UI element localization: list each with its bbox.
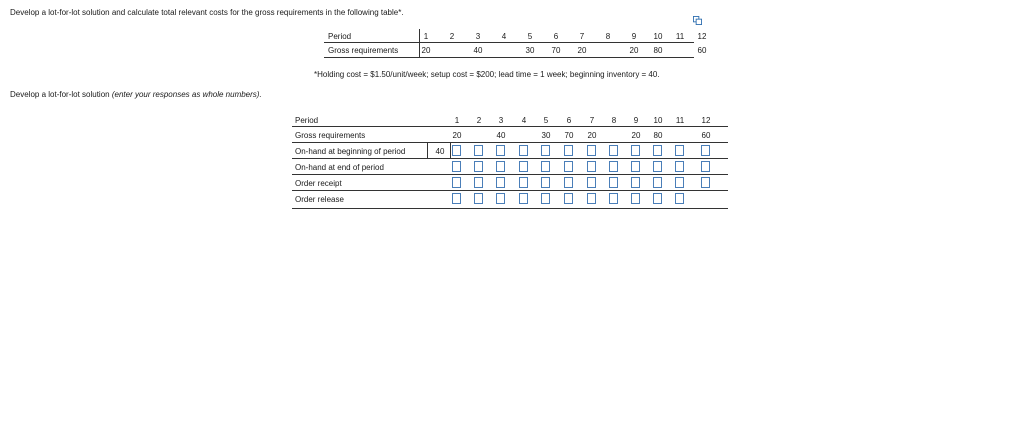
response-period-2: 2 <box>476 116 482 125</box>
order-release-input-7[interactable] <box>587 193 596 204</box>
response-period-8: 8 <box>611 116 617 125</box>
response-gross-10: 80 <box>653 131 663 140</box>
on-hand-end-input-3[interactable] <box>496 161 505 172</box>
on-hand-end-input-11[interactable] <box>675 161 684 172</box>
on-hand-end-row <box>292 159 728 175</box>
instruction-prefix: Develop a lot-for-lot solution <box>10 90 112 99</box>
response-gross-9: 20 <box>631 131 641 140</box>
on-hand-begin-input-8[interactable] <box>609 145 618 156</box>
order-receipt-input-8[interactable] <box>609 177 618 188</box>
given-period-3: 3 <box>475 32 481 41</box>
order-receipt-input-9[interactable] <box>631 177 640 188</box>
response-gross-7: 20 <box>587 131 597 140</box>
lot-for-lot-table <box>292 112 728 209</box>
response-period-1: 1 <box>454 116 460 125</box>
on-hand-begin-input-2[interactable] <box>474 145 483 156</box>
given-period-8: 8 <box>605 32 611 41</box>
given-gross-6: 70 <box>551 46 561 55</box>
given-gross-3: 40 <box>473 46 483 55</box>
response-gross-1: 20 <box>452 131 462 140</box>
on-hand-end-input-4[interactable] <box>519 161 528 172</box>
order-release-input-3[interactable] <box>496 193 505 204</box>
response-gross-label: Gross requirements <box>295 131 366 140</box>
response-period-5: 5 <box>543 116 549 125</box>
on-hand-end-input-7[interactable] <box>587 161 596 172</box>
given-period-10: 10 <box>653 32 663 41</box>
order-release-row <box>292 191 728 209</box>
order-release-input-1[interactable] <box>452 193 461 204</box>
on-hand-begin-input-7[interactable] <box>587 145 596 156</box>
on-hand-end-input-1[interactable] <box>452 161 461 172</box>
on-hand-begin-input-9[interactable] <box>631 145 640 156</box>
order-receipt-input-12[interactable] <box>701 177 710 188</box>
instruction-italic: (enter your responses as whole numbers). <box>111 90 262 99</box>
response-period-3: 3 <box>498 116 504 125</box>
order-receipt-input-6[interactable] <box>564 177 573 188</box>
given-gross-5: 30 <box>525 46 535 55</box>
order-receipt-input-11[interactable] <box>675 177 684 188</box>
copy-icon[interactable] <box>693 16 702 25</box>
on-hand-begin-input-12[interactable] <box>701 145 710 156</box>
given-requirements-table <box>324 29 707 58</box>
given-period-5: 5 <box>527 32 533 41</box>
on-hand-end-input-9[interactable] <box>631 161 640 172</box>
on-hand-begin-input-5[interactable] <box>541 145 550 156</box>
response-period-12: 12 <box>701 116 711 125</box>
order-receipt-input-3[interactable] <box>496 177 505 188</box>
on-hand-end-input-10[interactable] <box>653 161 662 172</box>
on-hand-end-input-2[interactable] <box>474 161 483 172</box>
on-hand-begin-input-6[interactable] <box>564 145 573 156</box>
cost-note: *Holding cost = $1.50/unit/week; setup cost = $200; lead time = 1 week; beginning inventory = 40. <box>314 70 660 79</box>
on-hand-begin-input-1[interactable] <box>452 145 461 156</box>
given-period-9: 9 <box>631 32 637 41</box>
given-gross-row <box>324 43 707 58</box>
order-release-input-4[interactable] <box>519 193 528 204</box>
order-receipt-input-7[interactable] <box>587 177 596 188</box>
order-receipt-row <box>292 175 728 191</box>
order-release-input-2[interactable] <box>474 193 483 204</box>
response-gross-5: 30 <box>541 131 551 140</box>
order-release-label: Order release <box>295 195 344 204</box>
on-hand-end-label: On-hand at end of period <box>295 163 384 172</box>
response-period-7: 7 <box>589 116 595 125</box>
on-hand-end-input-5[interactable] <box>541 161 550 172</box>
given-gross-7: 20 <box>577 46 587 55</box>
question-text: Develop a lot-for-lot solution and calculate total relevant costs for the gross requirements in the following table*. <box>10 8 404 17</box>
order-receipt-input-4[interactable] <box>519 177 528 188</box>
order-receipt-input-2[interactable] <box>474 177 483 188</box>
on-hand-end-input-8[interactable] <box>609 161 618 172</box>
beginning-inventory-value: 40 <box>435 147 445 156</box>
on-hand-end-input-6[interactable] <box>564 161 573 172</box>
order-release-input-6[interactable] <box>564 193 573 204</box>
order-receipt-label: Order receipt <box>295 179 342 188</box>
on-hand-begin-row <box>292 143 728 159</box>
order-release-input-8[interactable] <box>609 193 618 204</box>
response-gross-12: 60 <box>701 131 711 140</box>
order-release-input-5[interactable] <box>541 193 550 204</box>
given-period-2: 2 <box>449 32 455 41</box>
response-period-11: 11 <box>675 116 685 125</box>
given-period-1: 1 <box>423 32 429 41</box>
given-gross-label: Gross requirements <box>328 46 399 55</box>
order-release-input-9[interactable] <box>631 193 640 204</box>
response-period-label: Period <box>295 116 319 125</box>
given-period-6: 6 <box>553 32 559 41</box>
given-gross-10: 80 <box>653 46 663 55</box>
response-gross-3: 40 <box>496 131 506 140</box>
given-gross-12: 60 <box>697 46 707 55</box>
on-hand-begin-input-11[interactable] <box>675 145 684 156</box>
on-hand-begin-input-3[interactable] <box>496 145 505 156</box>
order-receipt-input-10[interactable] <box>653 177 662 188</box>
given-period-12: 12 <box>697 32 707 41</box>
response-period-row <box>292 112 728 127</box>
order-release-input-11[interactable] <box>675 193 684 204</box>
given-gross-9: 20 <box>629 46 639 55</box>
on-hand-begin-input-4[interactable] <box>519 145 528 156</box>
response-period-9: 9 <box>633 116 639 125</box>
on-hand-begin-input-10[interactable] <box>653 145 662 156</box>
given-period-11: 11 <box>675 32 685 41</box>
given-period-row <box>324 29 707 43</box>
response-period-10: 10 <box>653 116 663 125</box>
response-gross-6: 70 <box>564 131 574 140</box>
order-receipt-input-1[interactable] <box>452 177 461 188</box>
response-period-4: 4 <box>521 116 527 125</box>
order-receipt-input-5[interactable] <box>541 177 550 188</box>
given-period-label: Period <box>328 32 352 41</box>
instruction-text <box>10 90 262 99</box>
given-period-4: 4 <box>501 32 507 41</box>
on-hand-end-input-12[interactable] <box>701 161 710 172</box>
response-gross-row <box>292 127 728 143</box>
given-gross-1: 20 <box>421 46 431 55</box>
on-hand-begin-label: On-hand at beginning of period <box>295 147 406 156</box>
response-period-6: 6 <box>566 116 572 125</box>
order-release-input-10[interactable] <box>653 193 662 204</box>
given-period-7: 7 <box>579 32 585 41</box>
